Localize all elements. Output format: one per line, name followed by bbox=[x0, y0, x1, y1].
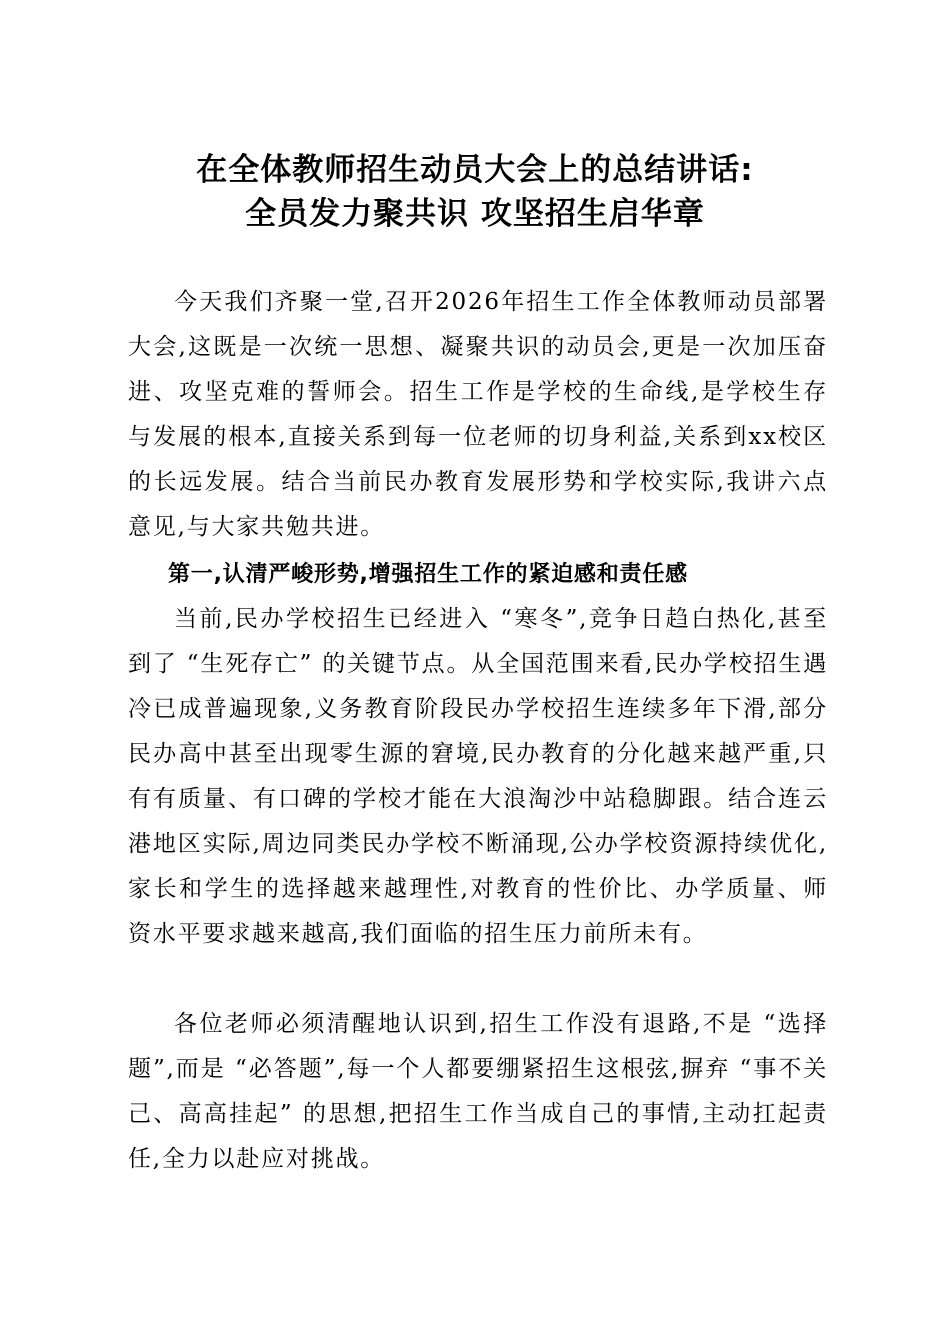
paragraph-situation: 当前,民办学校招生已经进入 “寒冬”,竞争日趋白热化,甚至到了 “生死存亡” 的关键节点。从全国范围来看,民办学校招生遇冷已成普遍现象,义务教育阶段民办学校招生连续多年下滑,部分民办高中甚至出现零生源的窘境,民办教育的分化越来越严重,只有有质量、有口碑的学校才能在大浪淘沙中站稳脚跟。结合连云港地区实际,周边同类民办学校不断涌现,公办学校资源持续优化,家长和学生的选择越来越理性,对教育的性价比、办学质量、师资水平要求越来越高,我们面临的招生压力前所未有。 bbox=[128, 606, 828, 947]
document-title-line-1: 在全体教师招生动员大会上的总结讲话: bbox=[196, 152, 754, 188]
document-title-line-2: 全员发力聚共识 攻坚招生启华章 bbox=[245, 196, 705, 232]
paragraph-responsibility: 各位老师必须清醒地认识到,招生工作没有退路,不是 “选择题”,而是 “必答题”,每一个人都要绷紧招生这根弦,摒弃 “事不关己、高高挂起” 的思想,把招生工作当成自己的事情,主动扛起责任,全力以赴应对挑战。 bbox=[128, 1011, 828, 1172]
section-heading-1: 第一,认清严峻形势,增强招生工作的紧迫感和责任感 bbox=[168, 562, 688, 587]
paragraph-intro: 今天我们齐聚一堂,召开2026年招生工作全体教师动员部署大会,这既是一次统一思想、凝聚共识的动员会,更是一次加压奋进、攻坚克难的誓师会。招生工作是学校的生命线,是学校生存与发展的根本,直接关系到每一位老师的切身利益,关系到xx校区的长远发展。结合当前民办教育发展形势和学校实际,我讲六点意见,与大家共勉共进。 bbox=[128, 289, 828, 540]
